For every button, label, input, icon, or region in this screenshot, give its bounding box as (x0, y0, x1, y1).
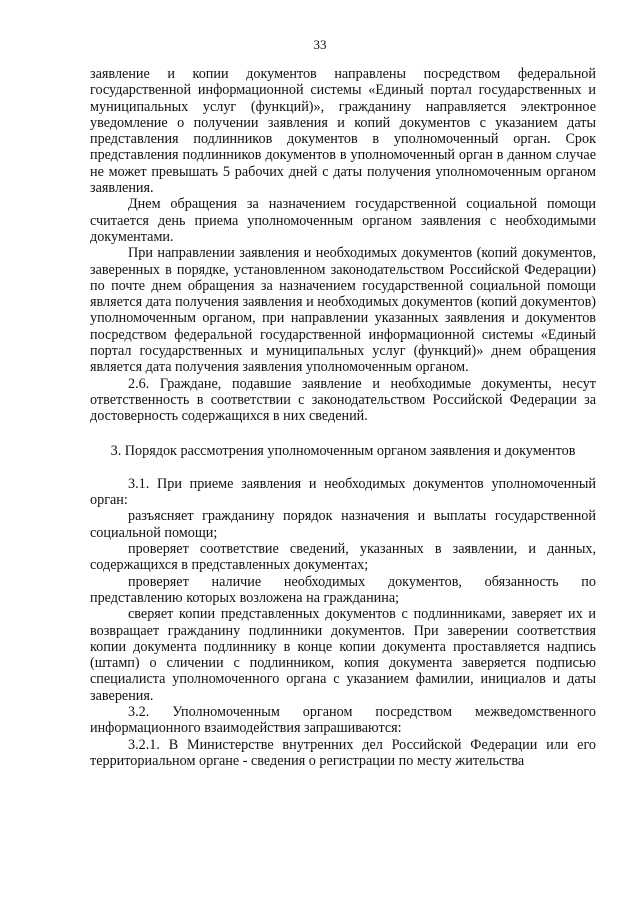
section-3-heading: 3. Порядок рассмотрения уполномоченным органом заявления и документов (110, 442, 576, 459)
list-item-checks-compliance: проверяет соответствие сведений, указанных в заявлении, и данных, содержащихся в представленных документах; (90, 541, 596, 574)
list-item-checks-documents: проверяет наличие необходимых документов, обязанность по представлению которых возложена на гражданина; (90, 573, 596, 606)
paragraph-continuation: заявление и копии документов направлены посредством федеральной государственной информационной системы «Единый портал государственных и муниципальных услуг (функций)», гражданину направляется электронное уведомление о получении заявления и копий документов с указанием даты представления подлинников документов в уполномоченный орган. Срок представления подлинников документов в уполномоченный орган в данном случае не может превышать 5 рабочих дней с даты получения уполномоченным органом заявления. (90, 66, 596, 197)
list-item-explains: разъясняет гражданину порядок назначения и выплаты государственной социальной помощи; (90, 508, 596, 541)
paragraph-3-2: 3.2. Уполномоченным органом посредством межведомственного информационного взаимодействия запрашиваются: (90, 703, 596, 737)
list-item-verifies-copies: сверяет копии представленных документов с подлинниками, заверяет их и возвращает гражданину подлинники документов. При заверении соответствия копии документа подлиннику в конце копии документа проставляется надпись (штамп) о сличении с подлинником, копия документа заверяется подписью специалиста уполномоченного органа с указанием фамилии, инициалов и даты заверения. (90, 606, 596, 704)
page-number: 33 (313, 37, 327, 52)
paragraph-3-2-1: 3.2.1. В Министерстве внутренних дел Российской Федерации или его территориальном органе - сведения о регистрации по месту жительства (90, 736, 596, 769)
paragraph-3-1: 3.1. При приеме заявления и необходимых документов уполномоченный орган: (90, 475, 596, 509)
document-body (90, 66, 596, 769)
paragraph-application-day: Днем обращения за назначением государственной социальной помощи считается день приема уполномоченным органом заявления с необходимыми документами. (90, 196, 596, 245)
paragraph-2-6: 2.6. Граждане, подавшие заявление и необходимые документы, несут ответственность в соответствии с законодательством Российской Федерации за достоверность содержащихся в них сведений. (90, 375, 596, 425)
paragraph-mail-submission: При направлении заявления и необходимых документов (копий документов, заверенных в порядке, установленном законодательством Российской Федерации) по почте днем обращения за назначением государственной социальной помощи является дата получения заявления и необходимых документов (копий документов) уполномоченным органом, при направлении указанных заявления и документов посредством федеральной государственной информационной системы «Единый портал государственных и муниципальных услуг (функций)» днем обращения является дата получения заявления уполномоченным органом. (90, 245, 596, 376)
